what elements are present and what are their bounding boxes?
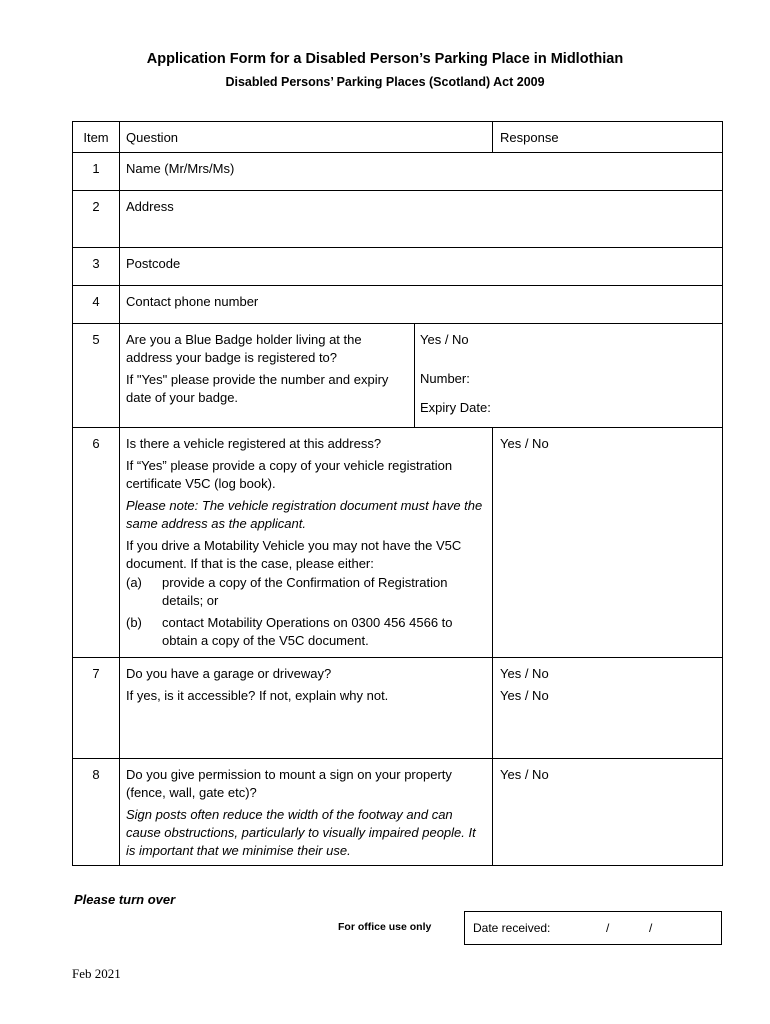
form-subtitle: Disabled Persons’ Parking Places (Scotland) Act 2009	[225, 75, 545, 89]
phone-field[interactable]	[120, 286, 723, 324]
garage-response[interactable]	[493, 658, 723, 759]
row-number: 8	[73, 759, 120, 866]
question-text: Do you have a garage or driveway?	[126, 666, 332, 681]
row-number: 3	[73, 248, 120, 286]
sign-permission-response[interactable]	[493, 759, 723, 866]
badge-number-label: Number:	[420, 371, 470, 386]
option-label: (a)	[126, 575, 142, 590]
table-row	[73, 153, 723, 191]
question-text: Do you give permission to mount a sign on your property (fence, wall, gate etc)?	[126, 767, 452, 800]
yes-no-option[interactable]: Yes / No	[500, 767, 549, 782]
date-separator: /	[606, 921, 610, 935]
table-row	[73, 286, 723, 324]
header-response: Response	[493, 122, 723, 153]
date-received-box[interactable]	[464, 911, 722, 945]
table-row	[73, 191, 723, 248]
expiry-date-label: Expiry Date:	[420, 400, 491, 415]
header-question: Question	[120, 122, 493, 153]
option-a	[126, 574, 488, 610]
question-text: If “Yes” please provide a copy of your vehicle registration certificate V5C (log book).	[126, 458, 453, 491]
row-number: 7	[73, 658, 120, 759]
question-text: Is there a vehicle registered at this address?	[126, 436, 382, 451]
yes-no-option[interactable]: Yes / No	[500, 666, 549, 681]
turn-over-note: Please turn over	[74, 892, 176, 907]
application-table	[72, 121, 723, 866]
yes-no-option[interactable]: Yes / No	[500, 688, 549, 703]
option-text: provide a copy of the Confirmation of Registration details; or	[162, 575, 448, 608]
name-field[interactable]	[120, 153, 723, 191]
row-number: 2	[73, 191, 120, 248]
row-number: 6	[73, 428, 120, 658]
question-label: Contact phone number	[126, 294, 259, 309]
office-use-label: For office use only	[338, 921, 432, 933]
postcode-field[interactable]	[120, 248, 723, 286]
row-number: 1	[73, 153, 120, 191]
question-label: Address	[126, 199, 174, 214]
question-text: If you drive a Motability Vehicle you may not have the V5C document. If that is the case, please either:	[126, 538, 462, 571]
row-number: 5	[73, 324, 120, 428]
option-b	[126, 614, 488, 650]
question-text: If "Yes" please provide the number and expiry date of your badge.	[126, 372, 389, 405]
table-row	[73, 248, 723, 286]
yes-no-option[interactable]: Yes / No	[500, 436, 549, 451]
option-label: (b)	[126, 615, 142, 630]
header-item: Item	[73, 122, 120, 153]
date-separator: /	[649, 921, 653, 935]
yes-no-option[interactable]: Yes / No	[420, 332, 469, 347]
address-field[interactable]	[120, 191, 723, 248]
table-row	[73, 324, 723, 428]
question-label: Name (Mr/Mrs/Ms)	[126, 161, 235, 176]
question-cell	[120, 658, 493, 759]
question-cell	[120, 759, 493, 866]
form-title: Application Form for a Disabled Person’s Parking Place in Midlothian	[146, 51, 624, 67]
note-text: Please note: The vehicle registration document must have the same address as the applicant.	[126, 498, 483, 531]
option-text: contact Motability Operations on 0300 456 4566 to obtain a copy of the V5C document.	[162, 615, 453, 648]
question-text: Are you a Blue Badge holder living at the address your badge is registered to?	[126, 332, 362, 365]
table-row	[73, 759, 723, 866]
row-number: 4	[73, 286, 120, 324]
date-received-label: Date received:	[473, 921, 551, 935]
footer-date: Feb 2021	[72, 966, 121, 981]
vehicle-response[interactable]	[493, 428, 723, 658]
note-text: Sign posts often reduce the width of the footway and can cause obstructions, particularly to visually impaired people. It is important that we minimise their use.	[126, 807, 476, 858]
blue-badge-response[interactable]	[415, 324, 723, 428]
question-label: Postcode	[126, 256, 181, 271]
question-text: If yes, is it accessible? If not, explain why not.	[126, 688, 389, 703]
table-row	[73, 658, 723, 759]
question-cell	[120, 324, 415, 428]
table-row	[73, 428, 723, 658]
table-header-row	[73, 122, 723, 153]
question-cell	[120, 428, 493, 658]
